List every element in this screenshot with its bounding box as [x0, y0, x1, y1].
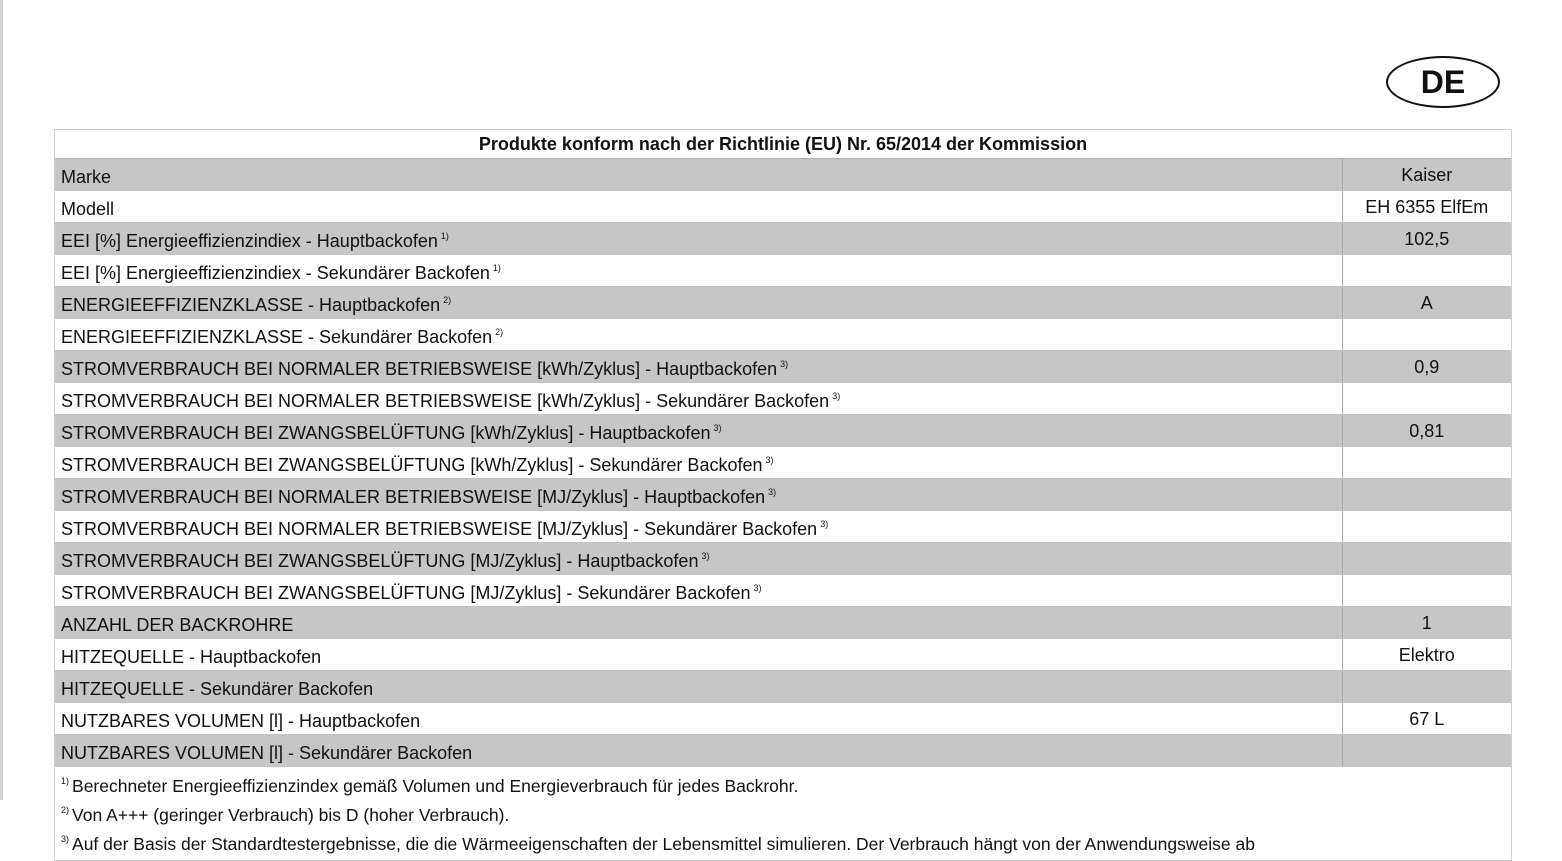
row-value: [1342, 447, 1511, 479]
row-label: EEI [%] Energieeffizienzindiex - Sekundärer Backofen $^{1)}$: [55, 255, 1342, 287]
row-value: 67 L: [1342, 703, 1511, 735]
product-fiche: [54, 129, 1512, 861]
row-label: STROMVERBRAUCH BEI NORMALER BETRIEBSWEISE [MJ/Zyklus] - Hauptbackofen $^{3)}$: [55, 479, 1342, 511]
row-value: Elektro: [1342, 639, 1511, 671]
table-row: [55, 351, 1511, 383]
row-label: Marke: [55, 159, 1342, 191]
row-value: Kaiser: [1342, 159, 1511, 191]
row-value: 0,81: [1342, 415, 1511, 447]
row-value: 0,9: [1342, 351, 1511, 383]
row-label: STROMVERBRAUCH BEI ZWANGSBELÜFTUNG [MJ/Zyklus] - Sekundärer Backofen $^{3)}$: [55, 575, 1342, 607]
row-value: [1342, 319, 1511, 351]
table-row: [55, 383, 1511, 415]
row-label: ENERGIEEFFIZIENZKLASSE - Sekundärer Backofen $^{2)}$: [55, 319, 1342, 351]
spec-table: [55, 159, 1511, 767]
row-value: [1342, 511, 1511, 543]
row-value: EH 6355 ElfEm: [1342, 191, 1511, 223]
table-row: [55, 287, 1511, 319]
row-label: STROMVERBRAUCH BEI ZWANGSBELÜFTUNG [kWh/Zyklus] - Sekundärer Backofen $^{3)}$: [55, 447, 1342, 479]
table-row: [55, 319, 1511, 351]
footnotes: [55, 767, 1511, 860]
table-row: [55, 223, 1511, 255]
row-label: HITZEQUELLE - Sekundärer Backofen: [55, 671, 1342, 703]
table-row: [55, 191, 1511, 223]
table-row: [55, 607, 1511, 639]
row-value: [1342, 671, 1511, 703]
row-label: NUTZBARES VOLUMEN [l] - Sekundärer Backofen: [55, 735, 1342, 767]
row-label: HITZEQUELLE - Hauptbackofen: [55, 639, 1342, 671]
footnote-1: $^{1)}$ Berechneter Energieeffizienzindex gemäß Volumen und Energieverbrauch für jedes Backrohr.: [61, 776, 799, 796]
country-code-badge: DE: [1386, 56, 1500, 108]
row-value: [1342, 479, 1511, 511]
table-row: [55, 735, 1511, 767]
row-label: STROMVERBRAUCH BEI NORMALER BETRIEBSWEISE [MJ/Zyklus] - Sekundärer Backofen $^{3)}$: [55, 511, 1342, 543]
row-value: A: [1342, 287, 1511, 319]
row-value: 102,5: [1342, 223, 1511, 255]
table-row: [55, 543, 1511, 575]
row-value: [1342, 255, 1511, 287]
row-label: STROMVERBRAUCH BEI ZWANGSBELÜFTUNG [MJ/Zyklus] - Hauptbackofen $^{3)}$: [55, 543, 1342, 575]
fiche-title: Produkte konform nach der Richtlinie (EU) Nr. 65/2014 der Kommission: [55, 130, 1511, 159]
row-label: STROMVERBRAUCH BEI NORMALER BETRIEBSWEISE [kWh/Zyklus] - Sekundärer Backofen $^{3)}$: [55, 383, 1342, 415]
table-row: [55, 511, 1511, 543]
table-row: [55, 255, 1511, 287]
page-edge: [0, 0, 3, 800]
table-row: [55, 575, 1511, 607]
row-label: STROMVERBRAUCH BEI NORMALER BETRIEBSWEISE [kWh/Zyklus] - Hauptbackofen $^{3)}$: [55, 351, 1342, 383]
row-value: 1: [1342, 607, 1511, 639]
table-row: [55, 639, 1511, 671]
table-row: [55, 671, 1511, 703]
row-label: Modell: [55, 191, 1342, 223]
row-label: NUTZBARES VOLUMEN [l] - Hauptbackofen: [55, 703, 1342, 735]
row-value: [1342, 383, 1511, 415]
footnote-3: $^{3)}$ Auf der Basis der Standardtestergebnisse, die die Wärmeeigenschaften der Lebensmittel simulieren. Der Verbrauch hängt von der Anwendungsweise ab: [61, 834, 1255, 854]
table-row: [55, 159, 1511, 191]
row-label: EEI [%] Energieeffizienzindiex - Hauptbackofen $^{1)}$: [55, 223, 1342, 255]
footnote-2: $^{2)}$ Von A+++ (geringer Verbrauch) bis D (hoher Verbrauch).: [61, 805, 510, 825]
row-value: [1342, 543, 1511, 575]
row-label: ENERGIEEFFIZIENZKLASSE - Hauptbackofen $^{2)}$: [55, 287, 1342, 319]
row-label: STROMVERBRAUCH BEI ZWANGSBELÜFTUNG [kWh/Zyklus] - Hauptbackofen $^{3)}$: [55, 415, 1342, 447]
row-value: [1342, 575, 1511, 607]
table-row: [55, 415, 1511, 447]
table-row: [55, 447, 1511, 479]
table-row: [55, 703, 1511, 735]
table-row: [55, 479, 1511, 511]
row-label: ANZAHL DER BACKROHRE: [55, 607, 1342, 639]
row-value: [1342, 735, 1511, 767]
